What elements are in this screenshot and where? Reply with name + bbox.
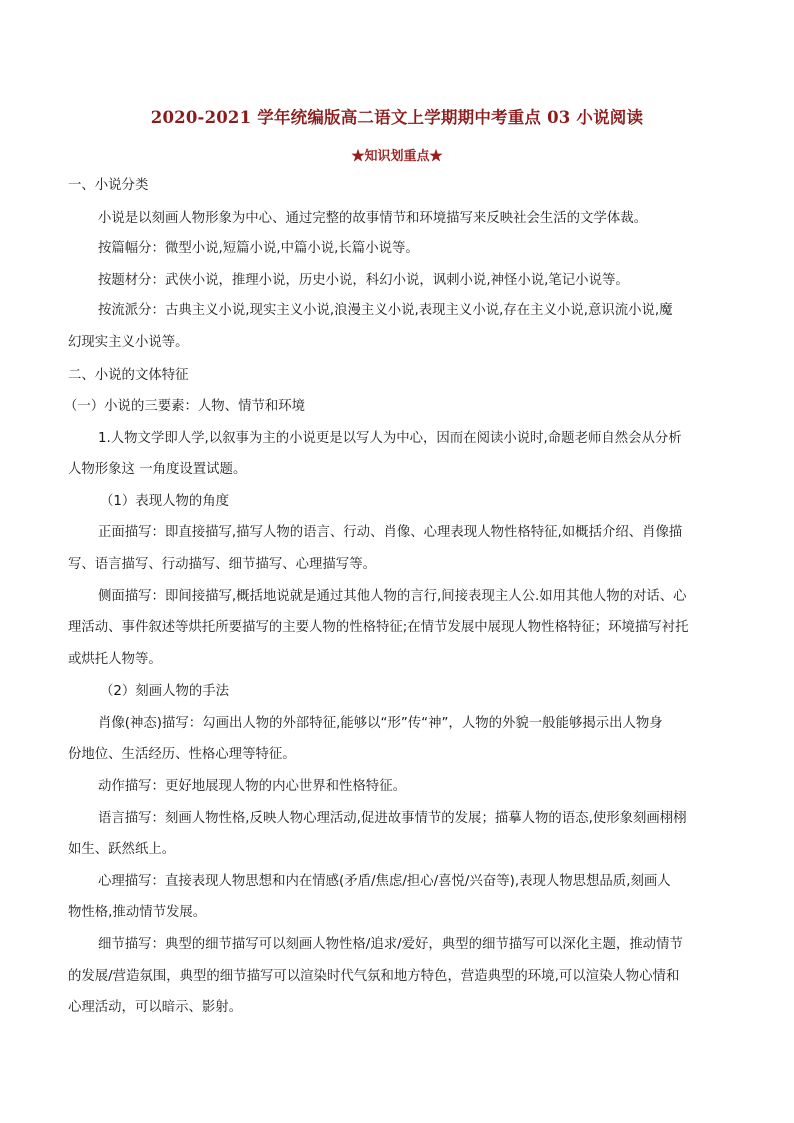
page-subtitle: ★知识划重点★ <box>351 149 443 164</box>
paragraph-by-school-line1: 按流派分：古典主义小说,现实主义小说,浪漫主义小说,表现主义小说,存在主义小说,意识流小说,魔 <box>98 303 673 318</box>
paragraph-detail-line3: 心理活动，可以暗示、影射。 <box>68 1000 243 1015</box>
paragraph-character-line2: 人物形象这 一角度设置试题。 <box>68 462 247 477</box>
paragraph-psychology-line1: 心理描写：直接表现人物思想和内在情感(矛盾/焦虑/担心/喜悦/兴奋等),表现人物思想品质,刻画人 <box>98 874 671 889</box>
paragraph-portrait-line1: 肖像(神态)描写：勾画出人物的外部特征,能够以“形”传“神”，人物的外貌一般能够揭示出人物身 <box>98 716 663 731</box>
paragraph-detail-line1: 细节描写：典型的细节描写可以刻画人物性格/追求/爱好，典型的细节描写可以深化主题，推动情节 <box>98 937 683 952</box>
paragraph-indirect-line2: 理活动、事件叙述等烘托所要描写的主要人物的性格特征;在情节发展中展现人物性格特征；环境描写衬托 <box>68 620 689 635</box>
page-title: 2020-2021 学年统编版高二语文上学期期中考重点 03 小说阅读 <box>150 108 644 127</box>
paragraph-by-school-line2: 幻现实主义小说等。 <box>68 335 189 350</box>
item-angle-heading: （1）表现人物的角度 <box>100 494 230 509</box>
paragraph-action: 动作描写：更好地展现人物的内心世界和性格特征。 <box>98 779 406 794</box>
section-heading-features: 二、小说的文体特征 <box>68 368 189 383</box>
paragraph-definition: 小说是以刻画人物形象为中心、通过完整的故事情节和环境描写来反映社会生活的文学体裁。 <box>98 211 648 226</box>
paragraph-psychology-line2: 物性格,推动情节发展。 <box>68 905 207 920</box>
paragraph-portrait-line2: 份地位、生活经历、性格心理等特征。 <box>68 747 296 762</box>
paragraph-indirect-line1: 侧面描写：即间接描写,概括地说就是通过其他人物的言行,间接表现主人公.如用其他人物的对话、心 <box>98 589 687 604</box>
paragraph-language-line1: 语言描写：刻画人物性格,反映人物心理活动,促进故事情节的发展；描摹人物的语态,使形象刻画栩栩 <box>98 811 687 826</box>
paragraph-by-length: 按篇幅分：微型小说,短篇小说,中篇小说,长篇小说等。 <box>98 241 419 256</box>
section-heading-classification: 一、小说分类 <box>68 178 149 193</box>
paragraph-direct-line1: 正面描写：即直接描写,描写人物的语言、行动、肖像、心理表现人物性格特征,如概括介绍、肖像描 <box>98 525 683 540</box>
item-technique-heading: （2）刻画人物的手法 <box>100 684 230 699</box>
paragraph-indirect-line3: 或烘托人物等。 <box>68 652 162 667</box>
paragraph-language-line2: 如生、跃然纸上。 <box>68 842 176 857</box>
paragraph-direct-line2: 写、语言描写、行动描写、细节描写、心理描写等。 <box>68 557 376 572</box>
paragraph-character-line1: 1.人物文学即人学,以叙事为主的小说更是以写人为中心，因而在阅读小说时,命题老师自然会从分析 <box>98 431 682 446</box>
paragraph-detail-line2: 的发展/营造氛围，典型的细节描写可以渲染时代气氛和地方特色，营造典型的环境,可以渲染人物心情和 <box>68 969 680 984</box>
subsection-three-elements: （一）小说的三要素：人物、情节和环境 <box>64 399 306 414</box>
paragraph-by-subject: 按题材分：武侠小说，推理小说，历史小说，科幻小说，讽刺小说,神怪小说,笔记小说等。 <box>98 273 629 288</box>
